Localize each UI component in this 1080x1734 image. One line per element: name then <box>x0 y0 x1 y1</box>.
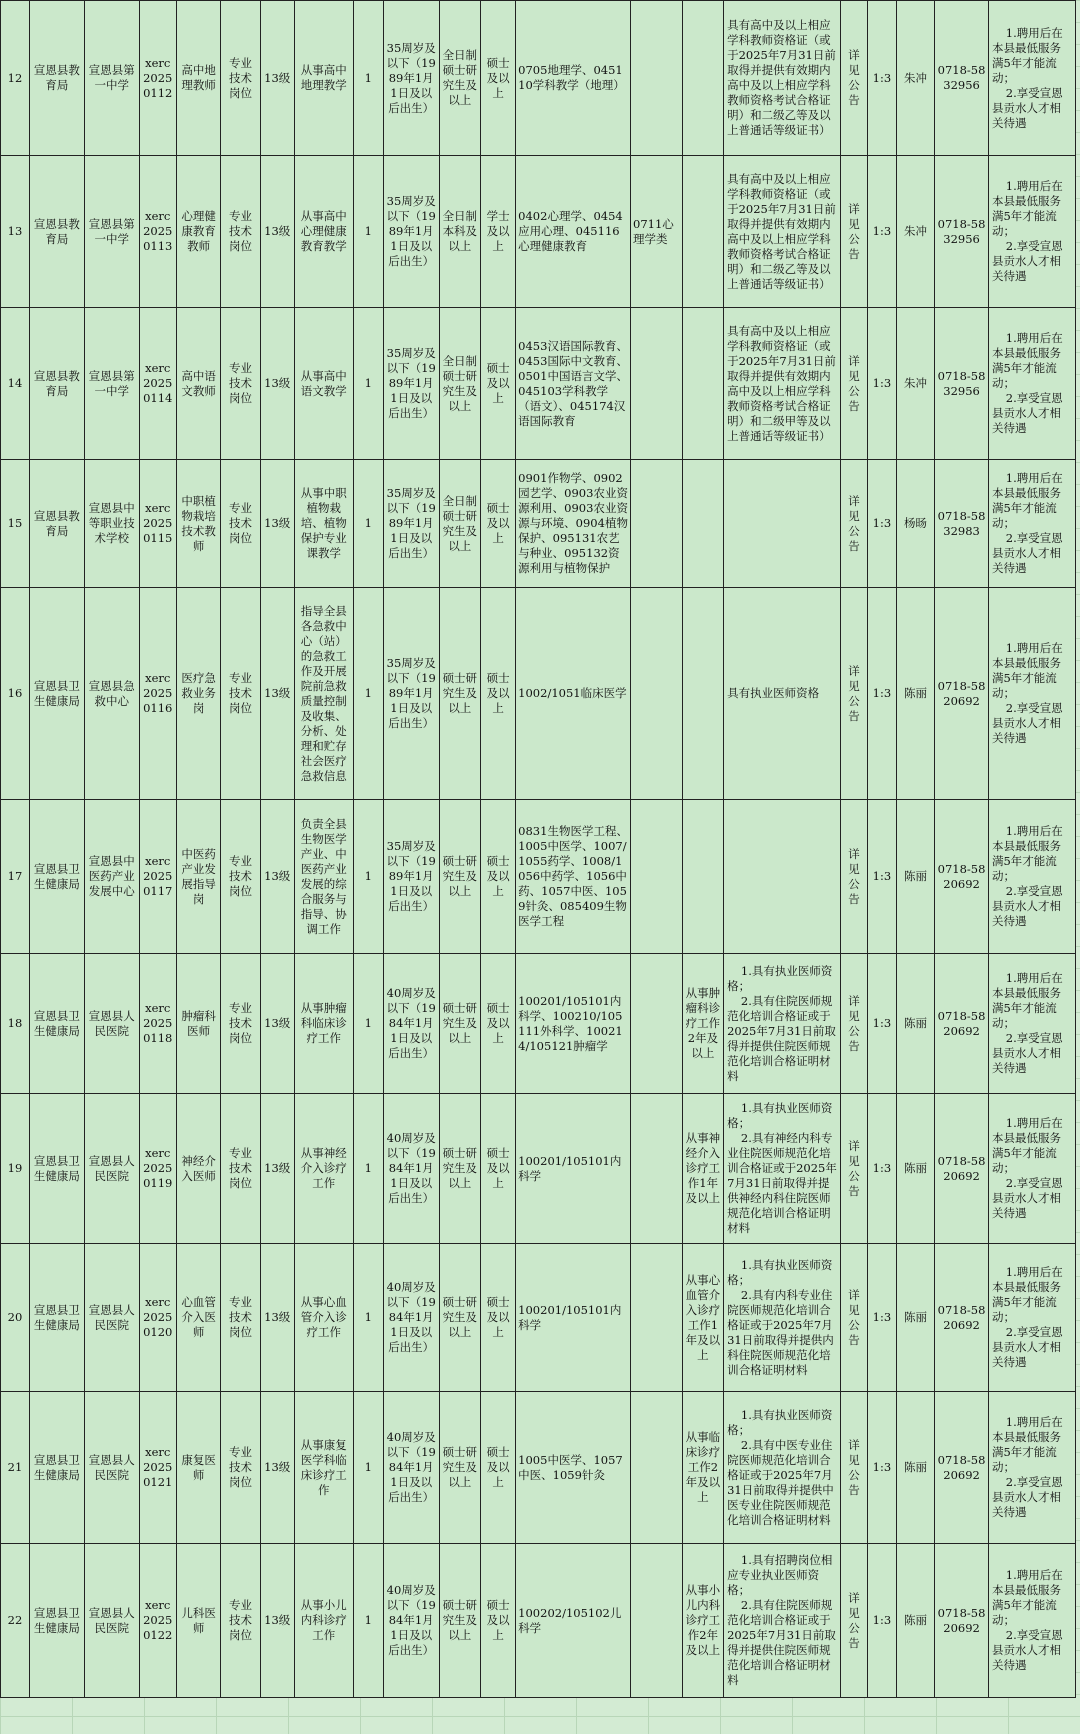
unit-cell: 宣恩县人民医院 <box>84 1244 139 1392</box>
unit-cell: 宣恩县人民医院 <box>84 1392 139 1544</box>
table-row <box>1 1544 1076 1698</box>
exam-method-cell: 详见公告 <box>841 460 868 588</box>
post-type-cell: 专业技术岗位 <box>221 156 260 308</box>
condition-line: 1.具有执业医师资格； <box>727 1257 833 1287</box>
conditions-cell <box>724 1094 841 1244</box>
phone-cell: 0718-5832956 <box>935 1 989 156</box>
undergraduate-major-cell <box>631 1244 683 1392</box>
table-row <box>1 1392 1076 1544</box>
undergraduate-major-cell: 0711心理学类 <box>631 156 683 308</box>
age-cell: 35周岁及以下（1989年1月1日及以后出生） <box>383 460 439 588</box>
experience-cell <box>682 460 723 588</box>
treatment-line: 2.享受宣恩县贡水人才相关待遇 <box>991 1628 1063 1672</box>
condition-line: 1.具有执业医师资格； <box>727 1101 833 1130</box>
degree-cell: 硕士及以上 <box>481 1544 516 1698</box>
age-cell: 40周岁及以下（1984年1月1日及以后出生） <box>383 1244 439 1392</box>
department-cell: 宣恩县卫生健康局 <box>29 1392 84 1544</box>
row-number: 20 <box>1 1244 30 1392</box>
graduate-major-cell: 1002/1051临床医学 <box>516 588 631 800</box>
graduate-major-cell: 100201/105101内科学 <box>516 1094 631 1244</box>
post-level-cell: 13级 <box>260 1392 294 1544</box>
post-type-cell: 专业技术岗位 <box>221 1244 260 1392</box>
unit-cell: 宣恩县第一中学 <box>84 156 139 308</box>
graduate-major-cell: 0453汉语国际教育、0453国际中文教育、0501中国语言文学、045103学科教学（语文）、045174汉语国际教育 <box>516 308 631 460</box>
treatment-line: 1.聘用后在本县最低服务满5年才能流动； <box>991 641 1063 700</box>
post-code-cell: xerc20250117 <box>139 800 176 954</box>
ratio-cell: 1:3 <box>867 1 896 156</box>
undergraduate-major-cell <box>631 1 683 156</box>
hire-count-cell: 1 <box>353 954 383 1094</box>
post-level-cell: 13级 <box>260 800 294 954</box>
hire-count-cell: 1 <box>353 1244 383 1392</box>
row-number: 13 <box>1 156 30 308</box>
table-row <box>1 156 1076 308</box>
post-name-cell: 高中地理教师 <box>176 1 220 156</box>
treatment-line: 1.聘用后在本县最低服务满5年才能流动； <box>991 25 1063 85</box>
post-name-cell: 医疗急救业务岗 <box>176 588 220 800</box>
education-cell: 全日制硕士研究生及以上 <box>439 308 480 460</box>
contact-cell: 朱冲 <box>896 1 934 156</box>
row-number: 19 <box>1 1094 30 1244</box>
post-level-cell: 13级 <box>260 156 294 308</box>
education-cell: 硕士研究生及以上 <box>439 1544 480 1698</box>
post-code-cell: xerc20250113 <box>139 156 176 308</box>
post-level-cell: 13级 <box>260 1 294 156</box>
conditions-cell <box>724 460 841 588</box>
experience-cell: 从事心血管介入诊疗工作1年及以上 <box>682 1244 723 1392</box>
exam-method-cell: 详见公告 <box>841 156 868 308</box>
hire-count-cell: 1 <box>353 460 383 588</box>
education-cell: 硕士研究生及以上 <box>439 800 480 954</box>
row-number: 16 <box>1 588 30 800</box>
hire-count-cell: 1 <box>353 156 383 308</box>
graduate-major-cell: 1005中医学、1057中医、1059针灸 <box>516 1392 631 1544</box>
condition-line: 2.具有住院医师规范化培训合格证或于2025年7月31日前取得并提供住院医师规范化培训合格证明材料 <box>727 1598 836 1687</box>
treatment-cell <box>988 1 1075 156</box>
row-number: 17 <box>1 800 30 954</box>
department-cell: 宣恩县卫生健康局 <box>29 588 84 800</box>
conditions-cell <box>724 1392 841 1544</box>
age-cell: 35周岁及以下（1989年1月1日及以后出生） <box>383 1 439 156</box>
education-cell: 硕士研究生及以上 <box>439 954 480 1094</box>
row-number: 21 <box>1 1392 30 1544</box>
table-row <box>1 588 1076 800</box>
duty-cell: 从事心血管介入诊疗工作 <box>294 1244 353 1392</box>
post-code-cell: xerc20250114 <box>139 308 176 460</box>
phone-cell: 0718-5820692 <box>935 800 989 954</box>
exam-method-cell: 详见公告 <box>841 954 868 1094</box>
condition-line: 1.具有招聘岗位相应专业执业医师资格； <box>727 1553 833 1597</box>
phone-cell: 0718-5820692 <box>935 1244 989 1392</box>
undergraduate-major-cell <box>631 588 683 800</box>
treatment-cell <box>988 156 1075 308</box>
education-cell: 全日制本科及以上 <box>439 156 480 308</box>
graduate-major-cell: 0705地理学、045110学科教学（地理） <box>516 1 631 156</box>
treatment-line: 2.享受宣恩县贡水人才相关待遇 <box>991 1176 1063 1220</box>
contact-cell: 陈丽 <box>896 1094 934 1244</box>
treatment-line: 2.享受宣恩县贡水人才相关待遇 <box>991 1325 1063 1369</box>
duty-cell: 从事高中地理教学 <box>294 1 353 156</box>
treatment-line: 2.享受宣恩县贡水人才相关待遇 <box>991 391 1063 435</box>
condition-line: 1.具有执业医师资格； <box>727 963 833 993</box>
duty-cell: 从事康复医学科临床诊疗工作 <box>294 1392 353 1544</box>
degree-cell: 硕士及以上 <box>481 800 516 954</box>
post-level-cell: 13级 <box>260 954 294 1094</box>
exam-method-cell: 详见公告 <box>841 800 868 954</box>
ratio-cell: 1:3 <box>867 800 896 954</box>
condition-line: 2.具有内科专业住院医师规范化培训合格证或于2025年7月31日前取得并提供内科住院医师规范化培训合格证明材料 <box>727 1287 834 1377</box>
treatment-cell <box>988 800 1075 954</box>
row-number: 14 <box>1 308 30 460</box>
contact-cell: 杨旸 <box>896 460 934 588</box>
education-cell: 全日制硕士研究生及以上 <box>439 460 480 588</box>
degree-cell: 硕士及以上 <box>481 954 516 1094</box>
table-row <box>1 308 1076 460</box>
post-code-cell: xerc20250119 <box>139 1094 176 1244</box>
post-type-cell: 专业技术岗位 <box>221 1544 260 1698</box>
ratio-cell: 1:3 <box>867 954 896 1094</box>
exam-method-cell: 详见公告 <box>841 1 868 156</box>
conditions-cell <box>724 1 841 156</box>
education-cell: 全日制硕士研究生及以上 <box>439 1 480 156</box>
experience-cell <box>682 588 723 800</box>
duty-cell: 从事肿瘤科临床诊疗工作 <box>294 954 353 1094</box>
post-type-cell: 专业技术岗位 <box>221 460 260 588</box>
treatment-line: 2.享受宣恩县贡水人才相关待遇 <box>991 701 1063 745</box>
department-cell: 宣恩县卫生健康局 <box>29 800 84 954</box>
department-cell: 宣恩县教育局 <box>29 460 84 588</box>
exam-method-cell: 详见公告 <box>841 1544 868 1698</box>
experience-cell: 从事小儿内科诊疗工作2年及以上 <box>682 1544 723 1698</box>
conditions-cell <box>724 1544 841 1698</box>
condition-line: 2.具有中医专业住院医师规范化培训合格证或于2025年7月31日前取得并提供中医专业住院医师规范化培训合格证明材料 <box>727 1437 834 1527</box>
degree-cell: 硕士及以上 <box>481 1 516 156</box>
ratio-cell: 1:3 <box>867 588 896 800</box>
table-row <box>1 1 1076 156</box>
treatment-line: 1.聘用后在本县最低服务满5年才能流动； <box>991 331 1063 390</box>
duty-cell: 从事神经介入诊疗工作 <box>294 1094 353 1244</box>
hire-count-cell: 1 <box>353 1094 383 1244</box>
post-name-cell: 高中语文教师 <box>176 308 220 460</box>
treatment-line: 1.聘用后在本县最低服务满5年才能流动； <box>991 1265 1063 1324</box>
condition-line: 具有高中及以上相应学科教师资格证（或于2025年7月31日前取得并提供有效期内高中及以上相应学科教师资格考试合格证明）和二级乙等及以上普通话等级证书） <box>727 171 836 291</box>
contact-cell: 朱冲 <box>896 308 934 460</box>
post-level-cell: 13级 <box>260 308 294 460</box>
post-level-cell: 13级 <box>260 1094 294 1244</box>
post-code-cell: xerc20250116 <box>139 588 176 800</box>
unit-cell: 宣恩县第一中学 <box>84 308 139 460</box>
department-cell: 宣恩县教育局 <box>29 1 84 156</box>
treatment-line: 2.享受宣恩县贡水人才相关待遇 <box>991 239 1063 283</box>
phone-cell: 0718-5820692 <box>935 588 989 800</box>
age-cell: 40周岁及以下（1984年1月1日及以后出生） <box>383 954 439 1094</box>
table-row <box>1 460 1076 588</box>
undergraduate-major-cell <box>631 1544 683 1698</box>
treatment-cell <box>988 1244 1075 1392</box>
duty-cell: 从事高中语文教学 <box>294 308 353 460</box>
treatment-line: 1.聘用后在本县最低服务满5年才能流动； <box>991 179 1063 238</box>
contact-cell: 朱冲 <box>896 156 934 308</box>
post-name-cell: 儿科医师 <box>176 1544 220 1698</box>
treatment-cell <box>988 954 1075 1094</box>
post-name-cell: 心血管介入医师 <box>176 1244 220 1392</box>
post-type-cell: 专业技术岗位 <box>221 800 260 954</box>
graduate-major-cell: 100201/105101内科学 <box>516 1244 631 1392</box>
department-cell: 宣恩县卫生健康局 <box>29 1544 84 1698</box>
duty-cell: 从事高中心理健康教育教学 <box>294 156 353 308</box>
treatment-cell <box>988 460 1075 588</box>
treatment-line: 2.享受宣恩县贡水人才相关待遇 <box>991 1031 1063 1075</box>
conditions-cell <box>724 1244 841 1392</box>
department-cell: 宣恩县卫生健康局 <box>29 1244 84 1392</box>
unit-cell: 宣恩县第一中学 <box>84 1 139 156</box>
experience-cell <box>682 308 723 460</box>
table-row <box>1 800 1076 954</box>
hire-count-cell: 1 <box>353 1 383 156</box>
hire-count-cell: 1 <box>353 308 383 460</box>
graduate-major-cell: 100201/105101内科学、100210/105111外科学、100214/105121肿瘤学 <box>516 954 631 1094</box>
contact-cell: 陈丽 <box>896 954 934 1094</box>
post-type-cell: 专业技术岗位 <box>221 1094 260 1244</box>
post-type-cell: 专业技术岗位 <box>221 308 260 460</box>
education-cell: 硕士研究生及以上 <box>439 588 480 800</box>
degree-cell: 硕士及以上 <box>481 460 516 588</box>
ratio-cell: 1:3 <box>867 1544 896 1698</box>
post-name-cell: 神经介入医师 <box>176 1094 220 1244</box>
age-cell: 35周岁及以下（1989年1月1日及以后出生） <box>383 156 439 308</box>
phone-cell: 0718-5820692 <box>935 1392 989 1544</box>
education-cell: 硕士研究生及以上 <box>439 1392 480 1544</box>
table-row <box>1 1244 1076 1392</box>
unit-cell: 宣恩县中医药产业发展中心 <box>84 800 139 954</box>
treatment-line: 2.享受宣恩县贡水人才相关待遇 <box>991 531 1063 575</box>
graduate-major-cell: 100202/105102儿科学 <box>516 1544 631 1698</box>
unit-cell: 宣恩县人民医院 <box>84 1544 139 1698</box>
age-cell: 40周岁及以下（1984年1月1日及以后出生） <box>383 1544 439 1698</box>
age-cell: 40周岁及以下（1984年1月1日及以后出生） <box>383 1094 439 1244</box>
duty-cell: 从事中职植物栽培、植物保护专业课教学 <box>294 460 353 588</box>
experience-cell <box>682 1 723 156</box>
undergraduate-major-cell <box>631 1094 683 1244</box>
post-level-cell: 13级 <box>260 588 294 800</box>
conditions-cell <box>724 156 841 308</box>
undergraduate-major-cell <box>631 954 683 1094</box>
row-number: 12 <box>1 1 30 156</box>
conditions-cell <box>724 954 841 1094</box>
unit-cell: 宣恩县人民医院 <box>84 954 139 1094</box>
treatment-cell <box>988 1392 1075 1544</box>
department-cell: 宣恩县教育局 <box>29 156 84 308</box>
table-row <box>1 954 1076 1094</box>
education-cell: 硕士研究生及以上 <box>439 1094 480 1244</box>
undergraduate-major-cell <box>631 460 683 588</box>
condition-line: 具有高中及以上相应学科教师资格证（或于2025年7月31日前取得并提供有效期内高中及以上相应学科教师资格考试合格证明）和二级乙等及以上普通话等级证书） <box>727 18 836 137</box>
unit-cell: 宣恩县急救中心 <box>84 588 139 800</box>
treatment-cell <box>988 1094 1075 1244</box>
duty-cell: 从事小儿内科诊疗工作 <box>294 1544 353 1698</box>
row-number: 18 <box>1 954 30 1094</box>
unit-cell: 宣恩县中等职业技术学校 <box>84 460 139 588</box>
condition-line: 具有高中及以上相应学科教师资格证（或于2025年7月31日前取得并提供有效期内高中及以上相应学科教师资格考试合格证明）和二级甲等及以上普通话等级证书） <box>727 323 836 443</box>
condition-line: 2.具有住院医师规范化培训合格证或于2025年7月31日前取得并提供住院医师规范化培训合格证明材料 <box>727 993 836 1083</box>
duty-cell: 指导全县各急救中心（站）的急救工作及开展院前急救质量控制及收集、分析、处理和贮存社会医疗急救信息 <box>294 588 353 800</box>
post-name-cell: 肿瘤科医师 <box>176 954 220 1094</box>
conditions-cell <box>724 308 841 460</box>
graduate-major-cell: 0402心理学、0454应用心理、045116心理健康教育 <box>516 156 631 308</box>
undergraduate-major-cell <box>631 800 683 954</box>
phone-cell: 0718-5820692 <box>935 1094 989 1244</box>
age-cell: 35周岁及以下（1989年1月1日及以后出生） <box>383 308 439 460</box>
treatment-line: 2.享受宣恩县贡水人才相关待遇 <box>991 1475 1063 1519</box>
conditions-cell <box>724 588 841 800</box>
post-name-cell: 心理健康教育教师 <box>176 156 220 308</box>
degree-cell: 硕士及以上 <box>481 588 516 800</box>
degree-cell: 学士及以上 <box>481 156 516 308</box>
ratio-cell: 1:3 <box>867 1392 896 1544</box>
phone-cell: 0718-5832956 <box>935 156 989 308</box>
treatment-line: 2.享受宣恩县贡水人才相关待遇 <box>991 884 1063 928</box>
post-type-cell: 专业技术岗位 <box>221 1 260 156</box>
age-cell: 35周岁及以下（1989年1月1日及以后出生） <box>383 800 439 954</box>
ratio-cell: 1:3 <box>867 460 896 588</box>
hire-count-cell: 1 <box>353 588 383 800</box>
ratio-cell: 1:3 <box>867 1094 896 1244</box>
contact-cell: 陈丽 <box>896 1544 934 1698</box>
post-code-cell: xerc20250122 <box>139 1544 176 1698</box>
hire-count-cell: 1 <box>353 1392 383 1544</box>
treatment-line: 1.聘用后在本县最低服务满5年才能流动； <box>991 824 1063 883</box>
degree-cell: 硕士及以上 <box>481 1392 516 1544</box>
degree-cell: 硕士及以上 <box>481 308 516 460</box>
contact-cell: 陈丽 <box>896 800 934 954</box>
hire-count-cell: 1 <box>353 1544 383 1698</box>
unit-cell: 宣恩县人民医院 <box>84 1094 139 1244</box>
post-name-cell: 中职植物栽培技术教师 <box>176 460 220 588</box>
phone-cell: 0718-5820692 <box>935 1544 989 1698</box>
ratio-cell: 1:3 <box>867 156 896 308</box>
treatment-cell <box>988 1544 1075 1698</box>
ratio-cell: 1:3 <box>867 308 896 460</box>
experience-cell: 从事临床诊疗工作2年及以上 <box>682 1392 723 1544</box>
treatment-line: 1.聘用后在本县最低服务满5年才能流动； <box>991 471 1063 530</box>
row-number: 22 <box>1 1544 30 1698</box>
age-cell: 40周岁及以下（1984年1月1日及以后出生） <box>383 1392 439 1544</box>
duty-cell: 负责全县生物医学产业、中医药产业发展的综合服务与指导、协调工作 <box>294 800 353 954</box>
exam-method-cell: 详见公告 <box>841 308 868 460</box>
treatment-cell <box>988 308 1075 460</box>
experience-cell: 从事神经介入诊疗工作1年及以上 <box>682 1094 723 1244</box>
undergraduate-major-cell <box>631 308 683 460</box>
exam-method-cell: 详见公告 <box>841 1094 868 1244</box>
experience-cell <box>682 156 723 308</box>
post-code-cell: xerc20250112 <box>139 1 176 156</box>
post-type-cell: 专业技术岗位 <box>221 588 260 800</box>
department-cell: 宣恩县卫生健康局 <box>29 954 84 1094</box>
post-code-cell: xerc20250115 <box>139 460 176 588</box>
condition-line: 2.具有神经内科专业住院医师规范化培训合格证或于2025年7月31日前取得并提供神经内科住院医师规范化培训合格证明材料 <box>727 1131 837 1235</box>
condition-line: 具有执业医师资格 <box>727 686 820 700</box>
hire-count-cell: 1 <box>353 800 383 954</box>
experience-cell: 从事肿瘤科诊疗工作2年及以上 <box>682 954 723 1094</box>
post-code-cell: xerc20250120 <box>139 1244 176 1392</box>
phone-cell: 0718-5832983 <box>935 460 989 588</box>
treatment-line: 1.聘用后在本县最低服务满5年才能流动； <box>991 971 1063 1030</box>
conditions-cell <box>724 800 841 954</box>
phone-cell: 0718-5832956 <box>935 308 989 460</box>
post-code-cell: xerc20250121 <box>139 1392 176 1544</box>
contact-cell: 陈丽 <box>896 1244 934 1392</box>
condition-line: 1.具有执业医师资格； <box>727 1407 833 1437</box>
degree-cell: 硕士及以上 <box>481 1244 516 1392</box>
experience-cell <box>682 800 723 954</box>
post-name-cell: 康复医师 <box>176 1392 220 1544</box>
age-cell: 35周岁及以下（1989年1月1日及以后出生） <box>383 588 439 800</box>
post-level-cell: 13级 <box>260 1544 294 1698</box>
exam-method-cell: 详见公告 <box>841 1392 868 1544</box>
undergraduate-major-cell <box>631 1392 683 1544</box>
contact-cell: 陈丽 <box>896 1392 934 1544</box>
phone-cell: 0718-5820692 <box>935 954 989 1094</box>
post-code-cell: xerc20250118 <box>139 954 176 1094</box>
education-cell: 硕士研究生及以上 <box>439 1244 480 1392</box>
degree-cell: 硕士及以上 <box>481 1094 516 1244</box>
treatment-line: 1.聘用后在本县最低服务满5年才能流动； <box>991 1116 1063 1175</box>
graduate-major-cell: 0831生物医学工程、1005中医学、1007/1055药学、1008/1056中药学、1056中药、1057中医、1059针灸、085409生物医学工程 <box>516 800 631 954</box>
post-type-cell: 专业技术岗位 <box>221 954 260 1094</box>
treatment-line: 1.聘用后在本县最低服务满5年才能流动； <box>991 1415 1063 1474</box>
post-type-cell: 专业技术岗位 <box>221 1392 260 1544</box>
treatment-line: 2.享受宣恩县贡水人才相关待遇 <box>991 85 1063 130</box>
treatment-line: 1.聘用后在本县最低服务满5年才能流动； <box>991 1568 1063 1627</box>
treatment-cell <box>988 588 1075 800</box>
post-level-cell: 13级 <box>260 460 294 588</box>
exam-method-cell: 详见公告 <box>841 1244 868 1392</box>
table-row <box>1 1094 1076 1244</box>
exam-method-cell: 详见公告 <box>841 588 868 800</box>
graduate-major-cell: 0901作物学、0902园艺学、0903农业资源利用、0903农业资源与环境、0904植物保护、095131农艺与种业、095132资源利用与植物保护 <box>516 460 631 588</box>
post-level-cell: 13级 <box>260 1244 294 1392</box>
post-name-cell: 中医药产业发展指导岗 <box>176 800 220 954</box>
department-cell: 宣恩县卫生健康局 <box>29 1094 84 1244</box>
ratio-cell: 1:3 <box>867 1244 896 1392</box>
contact-cell: 陈丽 <box>896 588 934 800</box>
department-cell: 宣恩县教育局 <box>29 308 84 460</box>
row-number: 15 <box>1 460 30 588</box>
